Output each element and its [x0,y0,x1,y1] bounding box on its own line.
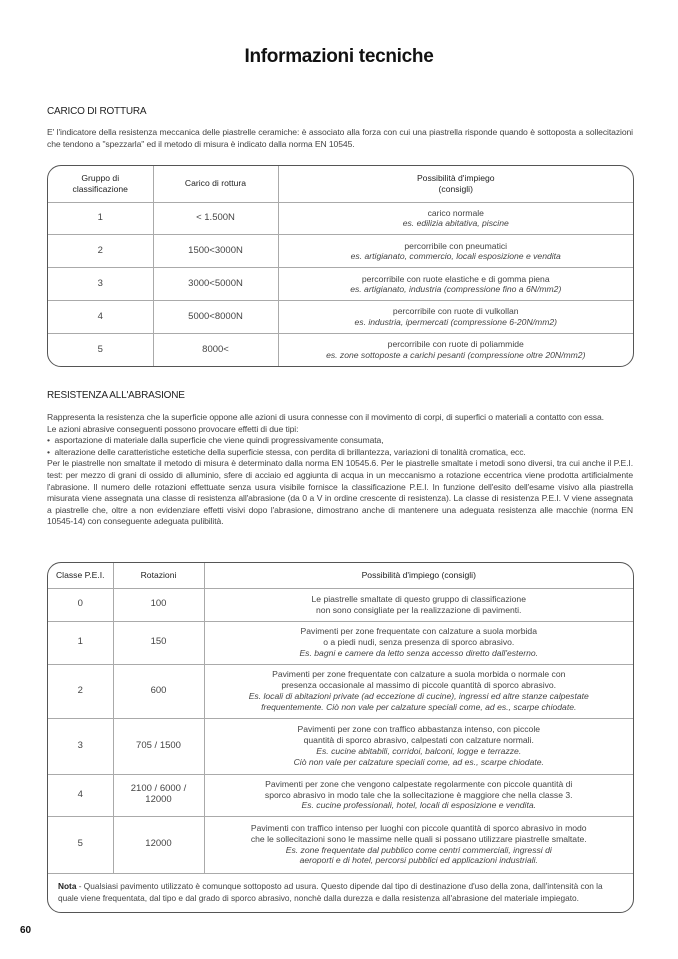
cell-gruppo: 2 [48,235,153,268]
impiego-line: Le piastrelle smaltate di questo gruppo di classificazione [311,593,526,604]
cell-rotazioni: 12000 [113,816,204,873]
impiego-text: percorribile con ruote di vulkollan [392,306,519,317]
cell-rotazioni: 600 [113,664,204,718]
table-row [48,301,633,334]
esempio-line: Es. locali di abitazioni private (ad eccezione di cucine), ingressi ed altre stanze calpestate [248,691,589,701]
impiego-line: Pavimenti per zone con traffico abbastanza intenso, con piccole [297,724,541,735]
impiego-text: carico normale [427,207,484,218]
header-rotazioni: Rotazioni [113,563,204,588]
cell-impiego [278,235,633,268]
cell-impiego [204,621,633,664]
table-row [48,621,633,664]
page-number: 60 [20,925,32,936]
table-row [48,718,633,774]
abrasione-body [47,412,633,528]
header-carico: Carico di rottura [153,166,278,202]
header-impiego [278,166,633,202]
header-impiego-line1: Possibilità d'impiego [416,172,495,183]
impiego-line: sporco abrasivo in modo tale che la sollecitazione è maggiore che nella classe 3. [264,789,573,800]
cell-rotazioni: 705 / 1500 [113,718,204,774]
header-gruppo-line1: Gruppo di [81,172,120,183]
cell-impiego [204,664,633,718]
impiego-line: presenza occasionale al massimo di piccole quantità di sporco abrasivo. [281,680,557,691]
impiego-text: percorribile con ruote di poliammide [387,339,524,350]
carico-table [47,165,634,367]
nota-cell [48,873,633,912]
carico-table-header [48,166,633,202]
cell-gruppo: 4 [48,301,153,334]
impiego-line: che le sollecitazioni sono le massime nelle quali si possano utilizzare piastrelle smaltate. [250,833,587,844]
cell-carico: < 1.500N [153,202,278,235]
esempio-text: es. industria, ipermercati (compressione 6-20N/mm2) [354,317,557,328]
table-row [48,268,633,301]
nota-label: Nota [58,881,77,892]
cell-impiego [278,268,633,301]
cell-impiego [204,774,633,816]
cell-carico: 8000< [153,334,278,366]
esempio-line: Es. cucine professionali, hotel, locali di esposizione e vendita. [301,800,537,811]
header-impiego: Possibilità d'impiego (consigli) [204,563,633,588]
table-row [48,774,633,816]
esempio-line: Es. zone frequentate dal pubblico come centri commerciali, ingressi di [285,844,552,855]
cell-impiego [204,816,633,873]
cell-classe: 2 [48,664,113,718]
carico-intro-text: E' l'indicatore della resistenza meccanica delle piastrelle ceramiche: è associato alla forza con cui una piastrella risponde quando è sottoposta a sollecitazioni che tendono a "spezzarla" ed il metodo di misura è indicato dalla norma EN 10545. [47,127,633,149]
cell-classe: 1 [48,621,113,664]
cell-classe: 0 [48,588,113,621]
cell-carico: 5000<8000N [153,301,278,334]
nota-row [48,873,633,912]
cell-classe: 4 [48,774,113,816]
cell-impiego [278,301,633,334]
esempio-text: es. edilizia abitativa, piscine [402,218,509,229]
carico-intro [47,127,633,150]
table-row [48,334,633,366]
abrasione-p2: Le azioni abrasive conseguenti possono provocare effetti di due tipi: [47,423,299,434]
table-row [48,235,633,268]
cell-gruppo: 3 [48,268,153,301]
cell-impiego [204,588,633,621]
header-gruppo [48,166,153,202]
esempio-line: Ciò non vale per calzature speciali come, ad es., scarpe chiodate. [293,756,544,767]
header-impiego-line2: (consigli) [438,183,473,194]
cell-classe: 3 [48,718,113,774]
abrasione-bullet: • asportazione di materiale dalla superficie che viene quindi progressivamente consumata, [47,435,633,447]
cell-impiego [204,718,633,774]
impiego-line: Pavimenti per zone che vengono calpestate regolarmente con piccole quantità di [265,778,573,789]
abrasione-bullet: • alterazione delle caratteristiche estetiche della superficie stessa, con perdita di brillantezza, variazioni di tonalità cromatica, ecc. [47,447,633,459]
esempio-text: es. zone sottoposte a carichi pesanti (compressione oltre 20N/mm2) [326,350,586,361]
impiego-line: non sono consigliate per la realizzazione di pavimenti. [316,604,522,615]
cell-rotazioni: 2100 / 6000 / 12000 [113,774,204,816]
nota-text: - Qualsiasi pavimento utilizzato è comunque sottoposto ad usura. Questo dipende dal tipo di destinazione d'uso della zona, dall'intensità con la quale viene frequentata, dal tipo e dal grado di sporco abrasivo, nonchè dalla durezza e dalla resistenza all'abrasione del materiale impiegato. [58,881,603,903]
impiego-line: Pavimenti con traffico intenso per luoghi con piccole quantità di sporco abrasivo in modo [250,822,587,833]
esempio-text: es. artigianato, industria (compressione fino a 6N/mm2) [350,284,562,295]
cell-gruppo: 5 [48,334,153,366]
esempio-line: Es. bagni e camere da letto senza accesso diretto dall'esterno. [299,647,539,658]
esempio-line: frequentemente. Ciò non vale per calzature speciali come, ad es., scarpe chiodate. [261,701,577,712]
cell-classe: 5 [48,816,113,873]
cell-rotazioni: 150 [113,621,204,664]
impiego-line: quantità di sporco abrasivo, calpestati con calzature normali. [303,735,534,746]
section-heading-abrasione: RESISTENZA ALL'ABRASIONE [47,390,185,401]
cell-carico: 1500<3000N [153,235,278,268]
table-row [48,816,633,873]
esempio-line: Es. cucine abitabili, corridoi, balconi, logge e terrazze. [316,746,522,756]
section-heading-carico: CARICO DI ROTTURA [47,106,147,117]
table-row [48,202,633,235]
page-title: Informazioni tecniche [244,46,434,67]
cell-carico: 3000<5000N [153,268,278,301]
esempio-line: aeroporti e di hotel, percorsi pubblici ed applicazioni industriali. [299,855,538,866]
pei-table-header [48,563,633,588]
abrasione-p3: Per le piastrelle non smaltate il metodo di misura è determinato dalla norma EN 10545.6. Per le piastrelle smaltate i metodi sono diversi, tra cui anche il P.E.I. test: per mezzo di grani di ossido di alluminio, sfere di acciaio ed aggiunta di acqua in un meccanismo a rotazione eccentrica viene prodotta artificialmente l'abrasione. Il numero delle rotazioni effettuate senza usura visibile fornisce la classificazione P.E.I. In funzione dell'esito dell'esame visivo alla piastrella misurata viene assegnata una classe di resistenza all'abrasione (da 0 a V in ordine crescente di resistenza). La classe di resistenza P.E.I. V viene assegnata a piastrelle che, oltre a non evidenziare effetti visivi dopo l'abrasione, dimostrano anche di mantenere una adeguata resistenza alle macchie (norma EN 10545-14) con conseguente adeguata pulibilità. [47,458,633,527]
cell-impiego [278,334,633,366]
impiego-line: Pavimenti per zone frequentate con calzature a suola morbida o normale con [272,669,566,680]
impiego-line: Pavimenti per zone frequentate con calzature a suola morbida [300,626,537,637]
impiego-text: percorribile con pneumatici [404,240,508,251]
header-gruppo-line2: classificazione [72,183,128,194]
cell-rotazioni: 100 [113,588,204,621]
esempio-text: es. artigianato, commercio, locali esposizione e vendita [350,251,561,262]
cell-impiego [278,202,633,235]
cell-gruppo: 1 [48,202,153,235]
table-row [48,588,633,621]
impiego-line: o a piedi nudi, senza presenza di sporco abrasivo. [323,637,515,648]
pei-table [47,562,634,913]
table-row [48,664,633,718]
header-classe: Classe P.E.I. [48,563,113,588]
impiego-text: percorribile con ruote elastiche e di gomma piena [361,273,550,284]
abrasione-p1: Rappresenta la resistenza che la superficie oppone alle azioni di usura connesse con il movimento di corpi, di superfici o materiali a contatto con essa. [47,412,604,422]
